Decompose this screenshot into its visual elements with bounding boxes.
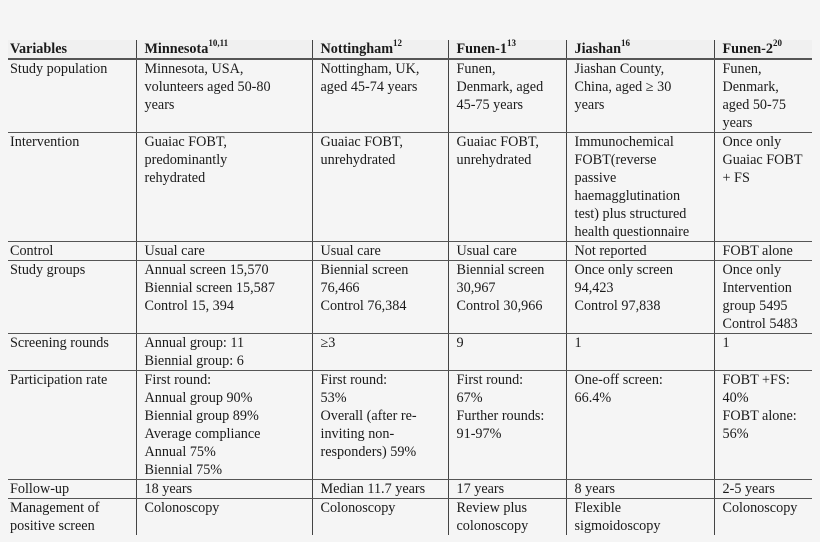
cell-text-line: Control 5483 (722, 316, 798, 332)
cell-text-line: 67% (456, 390, 483, 406)
cell-text-line: 91-97% (456, 426, 502, 442)
cell-text-line: Guaiac FOBT, (456, 134, 539, 150)
row-label-line: Study population (10, 61, 108, 77)
cell-text-line: Overall (after re- (320, 408, 417, 424)
cell-text-line: 76,466 (320, 280, 360, 296)
cell-text-line: Denmark, aged (456, 79, 544, 95)
cell-text-line: 18 years (144, 481, 193, 497)
table-cell-funen-1 (448, 242, 566, 261)
table-cell-funen-1 (448, 499, 566, 536)
cell-text-line: volunteers aged 50-80 (144, 79, 271, 95)
table-cell-jiashan (566, 334, 714, 371)
table-cell-nottingham (312, 242, 448, 261)
cell-text-line: Nottingham, UK, (320, 61, 420, 77)
cell-text-line: Biennial screen 15,587 (144, 280, 275, 296)
cell-text-line: + FS (722, 170, 750, 186)
cell-text-line: sigmoidoscopy (574, 518, 661, 534)
cell-text-line: Biennial group 89% (144, 408, 259, 424)
row-label-line: Follow-up (10, 481, 70, 497)
cell-text-line: Intervention (722, 280, 792, 296)
table-row-participation-rate (8, 371, 812, 480)
table-cell-funen-1 (448, 59, 566, 133)
table-body (8, 59, 812, 535)
cell-text-line: Annual screen 15,570 (144, 262, 269, 278)
reference-superscript: 13 (506, 38, 516, 49)
table-cell-funen-1 (448, 133, 566, 242)
cell-text-line: group 5495 (722, 298, 788, 314)
cell-text-line: Denmark, (722, 79, 779, 95)
table-cell-minnesota (136, 371, 312, 480)
table-cell-minnesota (136, 261, 312, 334)
cell-text-line: years (574, 97, 605, 113)
study-comparison-table (8, 40, 812, 535)
cell-text-line: 1 (574, 335, 582, 351)
cell-text-line: First round: (456, 372, 524, 388)
cell-text-line: First round: (320, 372, 388, 388)
table-cell-jiashan (566, 480, 714, 499)
cell-text-line: colonoscopy (456, 518, 529, 534)
table-cell-funen-2 (714, 371, 812, 480)
cell-text-line: Usual care (456, 243, 517, 259)
row-label-line: Screening rounds (10, 335, 109, 351)
row-label-line: Intervention (10, 134, 80, 150)
table-cell-nottingham (312, 133, 448, 242)
cell-text-line: 56% (722, 426, 749, 442)
cell-text-line: unrehydrated (456, 152, 532, 168)
table-row-screening-rounds (8, 334, 812, 371)
cell-text-line: One-off screen: (574, 372, 663, 388)
cell-text-line: Median 11.7 years (320, 481, 426, 497)
cell-text-line: Flexible (574, 500, 621, 516)
table-cell-jiashan (566, 261, 714, 334)
cell-text-line: unrehydrated (320, 152, 396, 168)
row-label-line: Control (10, 243, 54, 259)
cell-text-line: Control 97,838 (574, 298, 661, 314)
table-row-management-of-positive-screen (8, 499, 812, 536)
cell-text-line: 45-75 years (456, 97, 524, 113)
cell-text-line: health questionnaire (574, 224, 690, 240)
reference-superscript: 20 (772, 38, 782, 49)
header-minnesota: Minnesota$^{10,11}$ (136, 40, 312, 59)
cell-text-line: Further rounds: (456, 408, 545, 424)
cell-text-line: Colonoscopy (320, 500, 396, 516)
table-cell-funen-2 (714, 480, 812, 499)
table-cell-nottingham (312, 499, 448, 536)
cell-text-line: Once only screen (574, 262, 673, 278)
row-label-control (8, 242, 136, 261)
header-row (8, 40, 812, 59)
table-row-control (8, 242, 812, 261)
cell-text-line: 40% (722, 390, 749, 406)
cell-text-line: Guaiac FOBT (722, 152, 803, 168)
cell-text-line: Biennial screen (456, 262, 545, 278)
cell-text-line: Annual 75% (144, 444, 216, 460)
cell-text-line: Average compliance (144, 426, 261, 442)
cell-text-line: Funen, (456, 61, 496, 77)
cell-text-line: test) plus structured (574, 206, 687, 222)
cell-text-line: Biennial group: 6 (144, 353, 244, 369)
cell-text-line: Minnesota, USA, (144, 61, 244, 77)
cell-text-line: Guaiac FOBT, (144, 134, 227, 150)
row-label-study-groups (8, 261, 136, 334)
table-row-intervention (8, 133, 812, 242)
table-row-study-groups (8, 261, 812, 334)
cell-text-line: FOBT(reverse (574, 152, 657, 168)
cell-text-line: FOBT +FS: (722, 372, 790, 388)
table-cell-nottingham (312, 334, 448, 371)
table-cell-funen-2 (714, 499, 812, 536)
table-cell-nottingham (312, 371, 448, 480)
cell-text-line: aged 45-74 years (320, 79, 418, 95)
cell-text-line: predominantly (144, 152, 228, 168)
study-comparison-table-container (8, 40, 812, 535)
cell-text-line: FOBT alone: (722, 408, 797, 424)
cell-text-line: Usual care (320, 243, 381, 259)
table-row-study-population (8, 59, 812, 133)
cell-text-line: years (722, 115, 753, 131)
cell-text-line: Colonoscopy (722, 500, 798, 516)
cell-text-line: Once only (722, 134, 782, 150)
table-cell-funen-1 (448, 371, 566, 480)
cell-text-line: aged 50-75 (722, 97, 786, 113)
table-cell-minnesota (136, 499, 312, 536)
cell-text-line: Biennial screen (320, 262, 409, 278)
cell-text-line: Once only (722, 262, 782, 278)
cell-text-line: Guaiac FOBT, (320, 134, 403, 150)
header-funen-2: Funen-$2^{20}$ (714, 40, 812, 59)
table-cell-minnesota (136, 334, 312, 371)
cell-text-line: Control 15, 394 (144, 298, 234, 314)
cell-text-line: Jiashan County, (574, 61, 665, 77)
table-cell-funen-1 (448, 261, 566, 334)
row-label-follow-up (8, 480, 136, 499)
row-label-study-population (8, 59, 136, 133)
cell-text-line: 2-5 years (722, 481, 775, 497)
cell-text-line: Funen, (722, 61, 762, 77)
table-cell-minnesota (136, 133, 312, 242)
cell-text-line: 17 years (456, 481, 505, 497)
row-label-screening-rounds (8, 334, 136, 371)
cell-text-line: ≥3 (320, 335, 336, 351)
reference-superscript: 10,11 (208, 38, 229, 49)
cell-text-line: China, aged ≥ 30 (574, 79, 672, 95)
reference-superscript: 12 (393, 38, 403, 49)
cell-text-line: Biennial 75% (144, 462, 223, 478)
cell-text-line: Control 76,384 (320, 298, 407, 314)
header-nottingham: Nottingham$^{12}$ (312, 40, 448, 59)
cell-text-line: Annual group: 11 (144, 335, 245, 351)
table-cell-jiashan (566, 499, 714, 536)
cell-text-line: Colonoscopy (144, 500, 220, 516)
cell-text-line: 53% (320, 390, 347, 406)
header-variables: Variables (8, 40, 136, 59)
cell-text-line: Control 30,966 (456, 298, 543, 314)
cell-text-line: 8 years (574, 481, 616, 497)
row-label-line: positive screen (10, 518, 95, 534)
table-cell-nottingham (312, 261, 448, 334)
row-label-management-of-positive-screen (8, 499, 136, 536)
cell-text-line: FOBT alone (722, 243, 793, 259)
cell-text-line: Annual group 90% (144, 390, 253, 406)
table-cell-jiashan (566, 242, 714, 261)
table-cell-minnesota (136, 242, 312, 261)
table-cell-funen-2 (714, 334, 812, 371)
row-label-line: Participation rate (10, 372, 108, 388)
cell-text-line: responders) 59% (320, 444, 417, 460)
cell-text-line: passive (574, 170, 617, 186)
cell-text-line: First round: (144, 372, 212, 388)
cell-text-line: Usual care (144, 243, 205, 259)
cell-text-line: 1 (722, 335, 730, 351)
table-cell-nottingham (312, 480, 448, 499)
reference-superscript: 16 (621, 38, 631, 49)
table-cell-funen-2 (714, 261, 812, 334)
table-cell-nottingham (312, 59, 448, 133)
table-cell-minnesota (136, 59, 312, 133)
table-cell-jiashan (566, 371, 714, 480)
row-label-participation-rate (8, 371, 136, 480)
cell-text-line: 94,423 (574, 280, 614, 296)
cell-text-line: inviting non- (320, 426, 395, 442)
row-label-intervention (8, 133, 136, 242)
cell-text-line: Review plus (456, 500, 528, 516)
row-label-line: Study groups (10, 262, 86, 278)
header-jiashan: Jiashan$^{16}$ (566, 40, 714, 59)
cell-text-line: years (144, 97, 175, 113)
table-row-follow-up (8, 480, 812, 499)
table-cell-funen-1 (448, 480, 566, 499)
row-label-line: Management of (10, 500, 100, 516)
cell-text-line: 30,967 (456, 280, 496, 296)
header-funen-1: Funen-$1^{13}$ (448, 40, 566, 59)
table-cell-jiashan (566, 133, 714, 242)
table-cell-funen-2 (714, 59, 812, 133)
cell-text-line: Not reported (574, 243, 647, 259)
cell-text-line: Immunochemical (574, 134, 674, 150)
cell-text-line: 9 (456, 335, 464, 351)
table-cell-jiashan (566, 59, 714, 133)
table-cell-minnesota (136, 480, 312, 499)
cell-text-line: 66.4% (574, 390, 612, 406)
cell-text-line: haemagglutination (574, 188, 681, 204)
table-cell-funen-2 (714, 133, 812, 242)
table-cell-funen-1 (448, 334, 566, 371)
table-cell-funen-2 (714, 242, 812, 261)
cell-text-line: rehydrated (144, 170, 206, 186)
